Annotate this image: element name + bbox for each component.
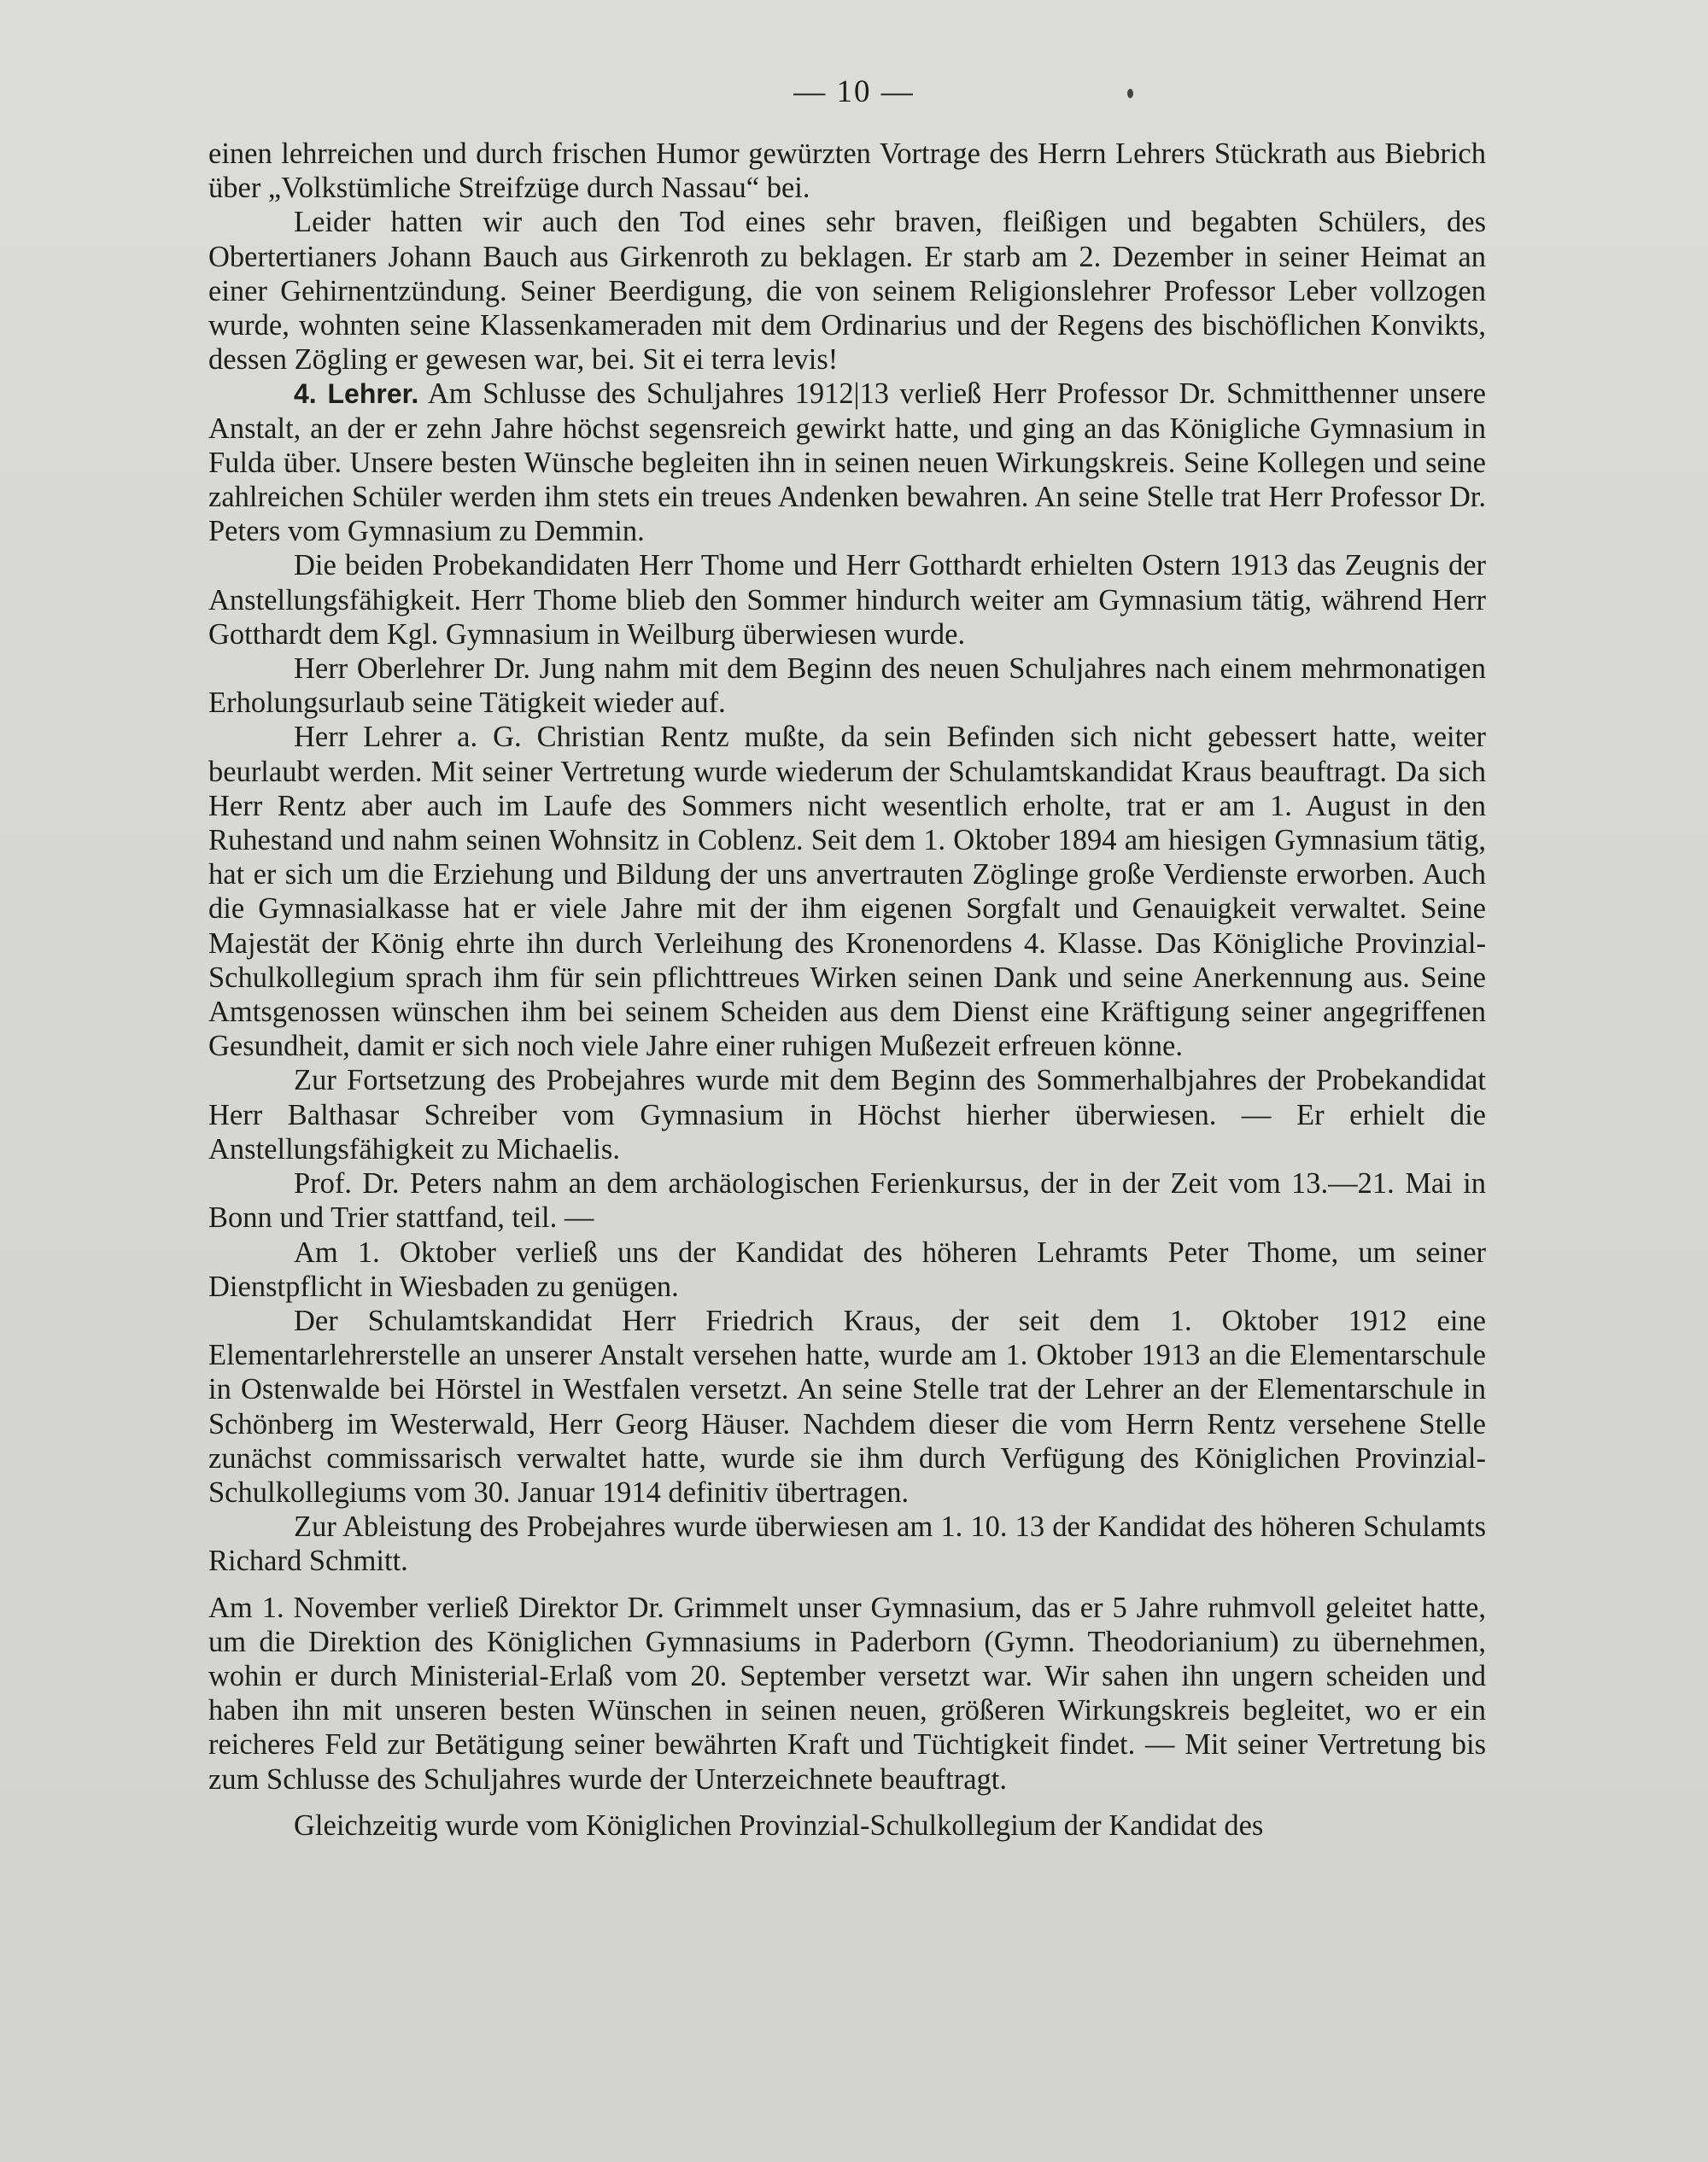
paragraph-6: Herr Lehrer a. G. Christian Rentz mußte, da sein Befinden sich nicht gebessert hatte, weiter beurlaubt werden. Mit seiner Vertretung wurde wiederum der Schulamtskandidat Kraus beauftragt. Da sich Herr Rentz aber auch im Laufe des Sommers nicht wesentlich erholte, trat er am 1. August in den Ruhestand und nahm seinen Wohnsitz in Coblenz. Seit dem 1. Oktober 1894 am hiesigen Gymnasium tätig, hat er sich um die Erziehung und Bildung der uns anvertrauten Zöglinge große Verdienste erworben. Auch die Gymnasialkasse hat er viele Jahre mit der ihm eigenen Sorgfalt und Genauigkeit verwaltet. Seine Majestät der König ehrte ihn durch Verleihung des Kronenordens 4. Klasse. Das Königliche Provinzial-Schulkollegium sprach ihm für sein pflichttreues Wirken seinen Dank und seine Anerkennung aus. Seine Amtsgenossen wünschen ihm bei seinem Scheiden aus dem Dienst eine Kräftigung seiner angegriffenen Gesundheit, damit er sich noch viele Jahre einer ruhigen Mußezeit erfreuen könne. <box>208 721 1486 1063</box>
print-speck <box>1127 89 1133 98</box>
paragraph-12: Am 1. November verließ Direktor Dr. Grimmelt unser Gymnasium, das er 5 Jahre ruhmvoll geleitet hatte, um die Direktion des Königlichen Gymnasiums in Paderborn (Gymn. Theodorianium) zu übernehmen, wohin er durch Ministerial-Erlaß vom 20. September versetzt war. Wir sahen ihn ungern scheiden und haben ihn mit unseren besten Wünschen in seinen neuen, größeren Wirkungskreis begleitet, wo er ein reicheres Feld zur Betätigung seiner bewährten Kraft und Tüchtigkeit findet. — Mit seiner Vertretung bis zum Schlusse des Schuljahres wurde der Unterzeichnete beauftragt. <box>208 1591 1486 1796</box>
paragraph-3: Am Schlusse des Schuljahres 1912|13 verließ Herr Professor Dr. Schmitthenner unsere Anstalt, an der er zehn Jahre höchst segensreich gewirkt hatte, und ging an das Königliche Gymnasium in Fulda über. Unsere besten Wünsche begleiten ihn in seinen neuen Wirkungskreis. Seine Kollegen und seine zahlreichen Schüler werden ihm stets ein treues Andenken bewahren. An seine Stelle trat Herr Professor Dr. Peters vom Gymnasium zu Demmin. <box>208 377 1486 548</box>
body-text <box>208 137 1486 1843</box>
paragraph-2: Leider hatten wir auch den Tod eines sehr braven, fleißigen und begabten Schülers, des Obertertianers Johann Bauch aus Girkenroth zu beklagen. Er starb am 2. Dezember in seiner Heimat an einer Gehirnentzündung. Seiner Beerdigung, die von seinem Religionslehrer Professor Leber vollzogen wurde, wohnten seine Klassenkameraden mit dem Ordinarius und der Regens des bischöflichen Konvikts, dessen Zögling er gewesen war, bei. Sit ei terra levis! <box>208 206 1486 377</box>
paragraph-5: Herr Oberlehrer Dr. Jung nahm mit dem Beginn des neuen Schuljahres nach einem mehrmonatigen Erholungsurlaub seine Tätigkeit wieder auf. <box>208 652 1486 720</box>
paragraph-9: Am 1. Oktober verließ uns der Kandidat des höheren Lehramts Peter Thome, um seiner Dienstpflicht in Wiesbaden zu genügen. <box>208 1236 1486 1303</box>
paragraph-10: Der Schulamtskandidat Herr Friedrich Kraus, der seit dem 1. Oktober 1912 eine Elementarlehrerstelle an unserer Anstalt versehen hatte, wurde am 1. Oktober 1913 an die Elementarschule in Ostenwalde bei Hörstel in Westfalen versetzt. An seine Stelle trat der Lehrer an der Elementarschule in Schönberg im Westerwald, Herr Georg Häuser. Nachdem dieser die vom Herrn Rentz versehene Stelle zunächst commissarisch verwaltet hatte, wurde sie ihm durch Verfügung des Königlichen Provinzial-Schulkollegiums vom 30. Januar 1914 definitiv übertragen. <box>208 1304 1486 1509</box>
paragraph-11: Zur Ableistung des Probejahres wurde überwiesen am 1. 10. 13 der Kandidat des höheren Schulamts Richard Schmitt. <box>208 1510 1486 1578</box>
paragraph-13: Gleichzeitig wurde vom Königlichen Provinzial-Schulkollegium der Kandidat des <box>294 1808 1264 1842</box>
paragraph-1: einen lehrreichen und durch frischen Humor gewürzten Vortrage des Herrn Lehrers Stückrath aus Biebrich über „Volkstümliche Streifzüge durch Nassau“ bei. <box>208 137 1486 205</box>
page-number: — 10 — <box>793 74 915 109</box>
paragraph-lehrer <box>208 377 1486 548</box>
paragraph-8: Prof. Dr. Peters nahm an dem archäologischen Ferienkursus, der in der Zeit vom 13.—21. Mai in Bonn und Trier stattfand, teil. — <box>208 1167 1486 1235</box>
paragraph-4: Die beiden Probekandidaten Herr Thome und Herr Gotthardt erhielten Ostern 1913 das Zeugnis der Anstellungsfähigkeit. Herr Thome blieb den Sommer hindurch weiter am Gymnasium tätig, während Herr Gotthardt dem Kgl. Gymnasium in Weilburg überwiesen wurde. <box>208 549 1486 651</box>
paragraph-7: Zur Fortsetzung des Probejahres wurde mit dem Beginn des Sommerhalbjahres der Probekandidat Herr Balthasar Schreiber vom Gymnasium in Höchst hierher überwiesen. — Er erhielt die Anstellungsfähigkeit zu Michaelis. <box>208 1064 1486 1166</box>
section-heading: 4. Lehrer. <box>294 378 419 410</box>
